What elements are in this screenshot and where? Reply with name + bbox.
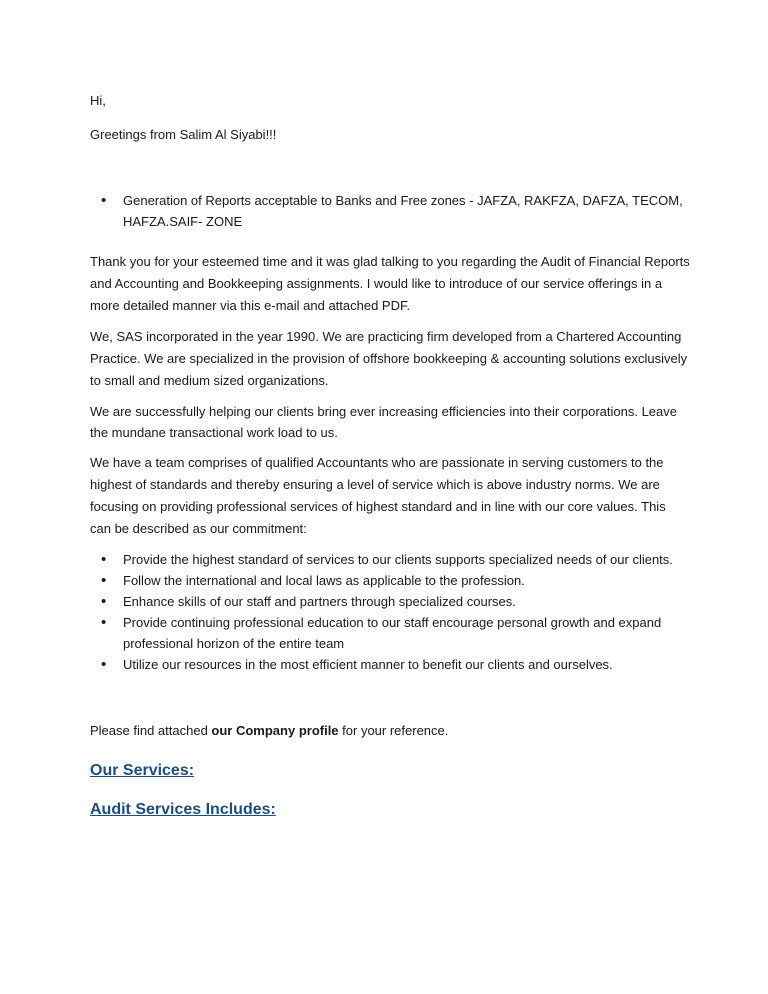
list-item: • Enhance skills of our staff and partners through specialized courses. <box>90 591 690 612</box>
closing-text-after: for your reference. <box>338 723 449 738</box>
success-paragraph: We are successfully helping our clients bring ever increasing efficiencies into their corporations. Leave the mundane transactional work load to us. <box>90 404 677 440</box>
intro-paragraph: Thank you for your esteemed time and it was glad talking to you regarding the Audit of Financial Reports and Accounting and Bookkeeping assignments. I would like to introduce of our service offerings in a more detailed manner via this e-mail and attached PDF. <box>90 254 690 313</box>
audit-services-heading: Audit Services Includes: <box>90 801 276 818</box>
list-item: • Provide the highest standard of services to our clients supports specialized needs of our clients. <box>90 549 690 570</box>
greeting-line: Greetings from Salim Al Siyabi!!! <box>90 127 277 142</box>
closing-line <box>90 720 690 742</box>
list-item: • Utilize our resources in the most efficient manner to benefit our clients and ourselves. <box>90 654 690 675</box>
list-item: • Follow the international and local laws as applicable to the profession. <box>90 570 690 591</box>
letter-body <box>90 90 690 838</box>
company-profile-text: our Company profile <box>211 723 339 738</box>
free-zone-bullet-list <box>90 190 690 232</box>
list-item: • Generation of Reports acceptable to Banks and Free zones - JAFZA, RAKFZA, DAFZA, TECOM, HAFZA.SAIF- ZONE <box>90 190 690 232</box>
our-services-heading: Our Services: <box>90 762 195 779</box>
salutation: Hi, <box>90 93 106 108</box>
about-paragraph: We, SAS incorporated in the year 1990. We are practicing firm developed from a Chartered Accounting Practice. We are specialized in the provision of offshore bookkeeping & accounting solutions exclusively to small and medium sized organizations. <box>90 329 688 388</box>
team-paragraph: We have a team comprises of qualified Accountants who are passionate in serving customers to the highest of standards and thereby ensuring a level of service which is above industry norms. We are focusing on providing professional services of highest standard and in line with our core values. This can be described as our commitment: <box>90 455 666 536</box>
list-item: • Provide continuing professional education to our staff encourage personal growth and expand professional horizon of the entire team <box>90 612 690 654</box>
commitment-bullet-list <box>90 549 690 675</box>
closing-text-before: Please find attached <box>90 723 212 738</box>
